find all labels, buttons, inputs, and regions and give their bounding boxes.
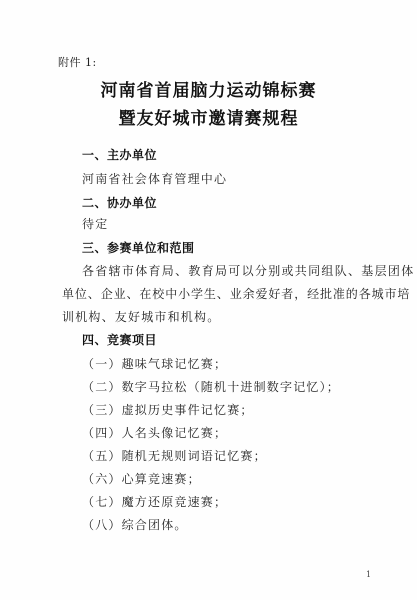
page-number: 1 xyxy=(366,570,372,579)
event-item: （六）心算竞速赛； xyxy=(82,472,201,486)
organizer-content: 河南省社会体育管理中心 xyxy=(82,172,228,186)
event-item: （八）综合团体。 xyxy=(82,518,188,532)
section-heading-organizer: 一、主办单位 xyxy=(82,148,158,162)
participants-line-2: 单位、企业、在校中小学生、业余爱好者，经批准的各城市培 xyxy=(62,287,411,301)
event-item: （一）趣味气球记忆赛； xyxy=(82,357,228,371)
participants-line-1: 各省辖市体育局、教育局可以分别或共同组队、基层团体 xyxy=(82,264,415,278)
section-heading-events: 四、竞赛项目 xyxy=(82,333,158,347)
event-item: （四）人名头像记忆赛； xyxy=(82,426,228,440)
section-heading-participants: 三、参赛单位和范围 xyxy=(82,241,195,255)
document-title-line-2: 暨友好城市邀请赛规程 xyxy=(118,109,299,129)
event-item: （二）数字马拉松（随机十进制数字记忆）； xyxy=(82,380,341,394)
document-title-line-1: 河南省首届脑力运动锦标赛 xyxy=(100,81,317,101)
section-heading-co-organizer: 二、协办单位 xyxy=(82,196,158,210)
event-item: （三）虚拟历史事件记忆赛； xyxy=(82,403,254,417)
co-organizer-content: 待定 xyxy=(82,217,109,231)
event-item: （五）随机无规则词语记忆赛； xyxy=(82,449,267,463)
event-item: （七）魔方还原竞速赛； xyxy=(82,495,228,509)
participants-line-3: 训机构、友好城市和机构。 xyxy=(62,310,221,324)
attachment-label: 附件 1: xyxy=(58,56,97,69)
